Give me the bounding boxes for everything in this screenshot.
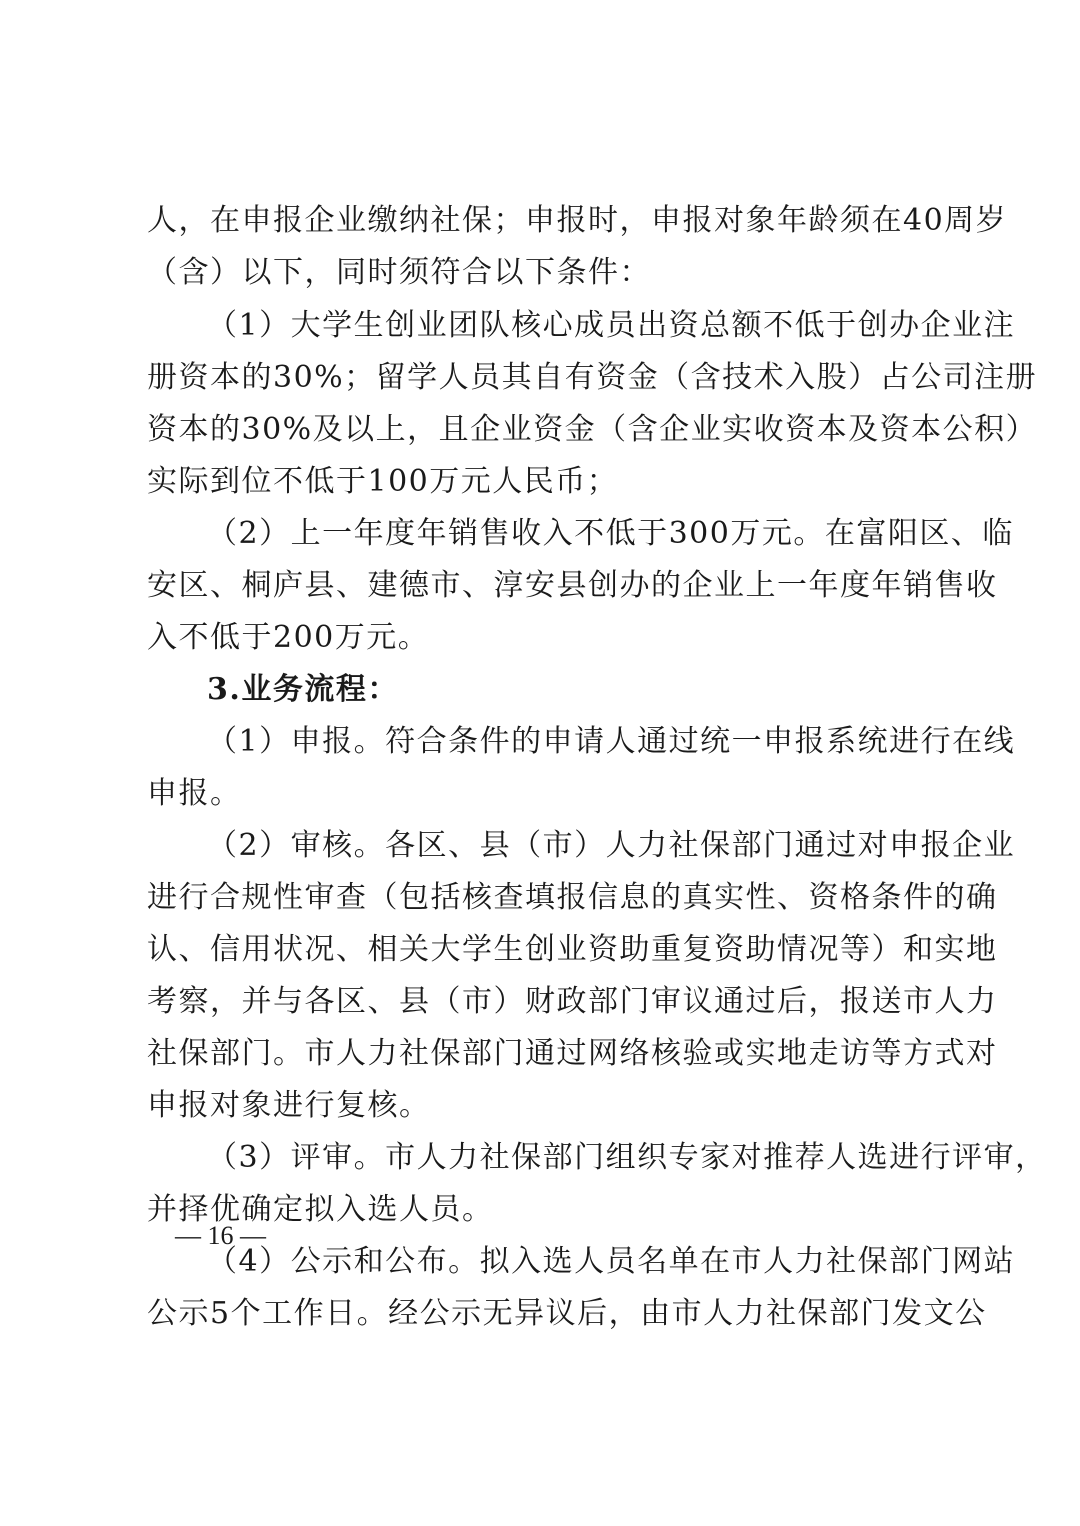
- list-item-line: （1）申报。符合条件的申请人通过统一申报系统进行在线: [207, 724, 1016, 759]
- section-heading: 3.业务流程：: [207, 672, 399, 707]
- body-line: （含）以下，同时须符合以下条件：: [147, 255, 651, 290]
- body-line: 社保部门。市人力社保部门通过网络核验或实地走访等方式对: [147, 1036, 998, 1071]
- list-item-line: （2）审核。各区、县（市）人力社保部门通过对申报企业: [207, 828, 1016, 863]
- body-line: 人，在申报企业缴纳社保；申报时，申报对象年龄须在40周岁: [147, 203, 1008, 238]
- body-line: 进行合规性审查（包括核查填报信息的真实性、资格条件的确: [147, 880, 998, 915]
- body-line: 实际到位不低于100万元人民币；: [147, 464, 619, 499]
- list-item-line: （1）大学生创业团队核心成员出资总额不低于创办企业注: [207, 308, 1016, 343]
- body-line: 安区、桐庐县、建德市、淳安县创办的企业上一年度年销售收: [147, 568, 998, 603]
- body-line: 册资本的30%；留学人员其自有资金（含技术入股）占公司注册: [147, 360, 1038, 395]
- body-line: 认、信用状况、相关大学生创业资助重复资助情况等）和实地: [147, 932, 998, 967]
- body-line: 申报对象进行复核。: [147, 1088, 431, 1123]
- body-line: 考察，并与各区、县（市）财政部门审议通过后，报送市人力: [147, 984, 998, 1019]
- list-item-line: （4）公示和公布。拟入选人员名单在市人力社保部门网站: [207, 1244, 1016, 1279]
- body-line: 申报。: [147, 776, 242, 811]
- page-number: — 16 —: [175, 1221, 266, 1250]
- body-line: 并择优确定拟入选人员。: [147, 1192, 494, 1227]
- list-item-line: （3）评审。市人力社保部门组织专家对推荐人选进行评审，: [207, 1140, 1047, 1175]
- body-line: 资本的30%及以上，且企业资金（含企业实收资本及资本公积）: [147, 412, 1038, 447]
- body-line: 公示5个工作日。经公示无异议后，由市人力社保部门发文公: [147, 1296, 987, 1331]
- body-line: 入不低于200万元。: [147, 620, 430, 655]
- list-item-line: （2）上一年度年销售收入不低于300万元。在富阳区、临: [207, 516, 1014, 551]
